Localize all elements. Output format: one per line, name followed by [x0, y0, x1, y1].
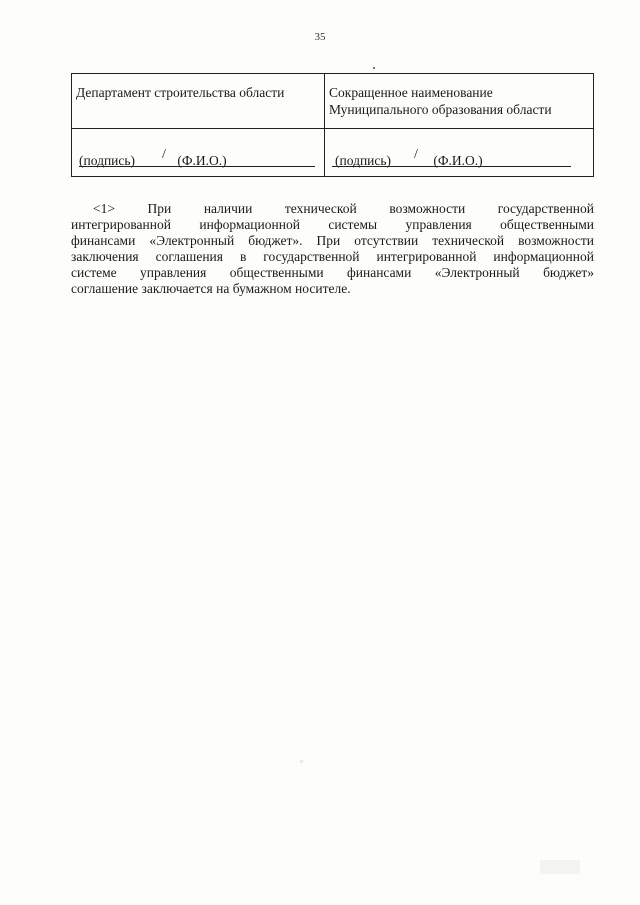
footnote	[71, 201, 594, 296]
signature-table-sign-row	[72, 129, 594, 177]
signature-table	[71, 73, 594, 177]
page-number: 35	[314, 31, 326, 43]
right-signature-cell	[325, 129, 594, 177]
right-signature-slash: /	[414, 147, 418, 162]
right-signature-labels	[335, 153, 483, 169]
scan-smudge	[540, 860, 580, 874]
right-party-cell	[325, 74, 594, 129]
footnote-line: <1> При наличии технической возможности государственной	[93, 201, 594, 216]
left-signature-labels	[79, 153, 227, 169]
left-party-cell	[72, 74, 325, 129]
footnote-line: соглашение заключается на бумажном носителе.	[71, 280, 351, 296]
left-signature-cell	[72, 129, 325, 177]
signature-table-header-row	[72, 74, 594, 129]
footnote-line: системе управления общественными финансами «Электронный бюджет»	[71, 264, 594, 280]
scan-dot	[373, 67, 375, 69]
right-party-name-line2: Муниципального образования области	[329, 102, 552, 117]
footnote-line: интегрированной информационной системы управления общественными	[71, 216, 594, 232]
right-party-name-line1: Сокращенное наименование	[329, 85, 493, 100]
footnote-line: финансами «Электронный бюджет». При отсутствии технической возможности	[71, 232, 594, 248]
right-signature-label: (подпись)	[335, 153, 392, 168]
left-signature-label: (подпись)	[79, 153, 136, 168]
left-name-label: (Ф.И.О.)	[177, 153, 227, 168]
scan-speck	[300, 760, 303, 763]
left-party-name: Департамент строительства области	[76, 85, 285, 100]
right-name-label: (Ф.И.О.)	[433, 153, 483, 168]
left-signature-slash: /	[162, 147, 166, 162]
footnote-line: заключения соглашения в государственной интегрированной информационной	[71, 248, 594, 264]
